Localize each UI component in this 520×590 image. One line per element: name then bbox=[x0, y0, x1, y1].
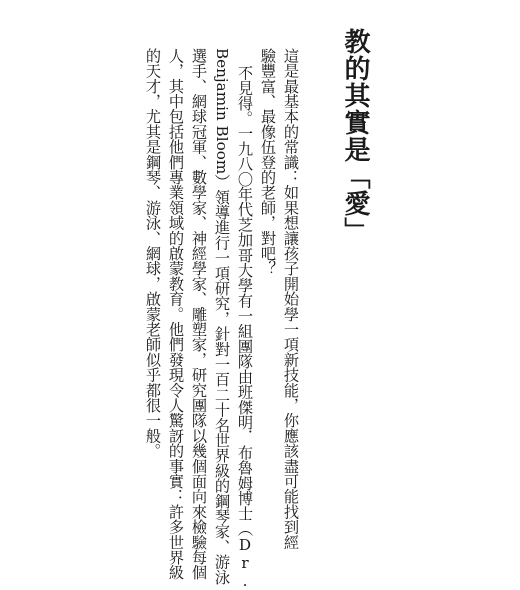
paragraph-2-line-3: 選手、網球冠軍、數學家、神經學家、雕塑家，研究團隊以幾個面向來檢驗每個 bbox=[190, 48, 208, 580]
paragraph-2-line-1 bbox=[237, 65, 252, 590]
paragraph-2-line-5: 的天才，尤其是鋼琴、游泳、網球，啟蒙老師似乎都很一般。 bbox=[144, 48, 162, 459]
paragraph-2-line-4: 人，其中包括他們專業領域的啟蒙教育。他們發現令人驚訝的事實：許多世界級 bbox=[167, 48, 185, 580]
paragraph-1-line-2: 驗豐富、最像伍登的老師，對吧？ bbox=[259, 48, 277, 276]
paragraph-2-line-1-text: 不見得。一九八〇年代芝加哥大學有一組團隊由班傑明．布魯姆博士（Dr. bbox=[236, 65, 254, 590]
paragraph-2-line-2: Benjamin Bloom）領導進行一項研究，針對一百二十名世界級的鋼琴家、游泳 bbox=[213, 48, 231, 585]
chapter-title: 教的其實是「愛」 bbox=[340, 28, 370, 244]
paragraph-1-line-1: 這是最基本的常識：如果想讓孩子開始學一項新技能，你應該盡可能找到經 bbox=[282, 48, 300, 550]
